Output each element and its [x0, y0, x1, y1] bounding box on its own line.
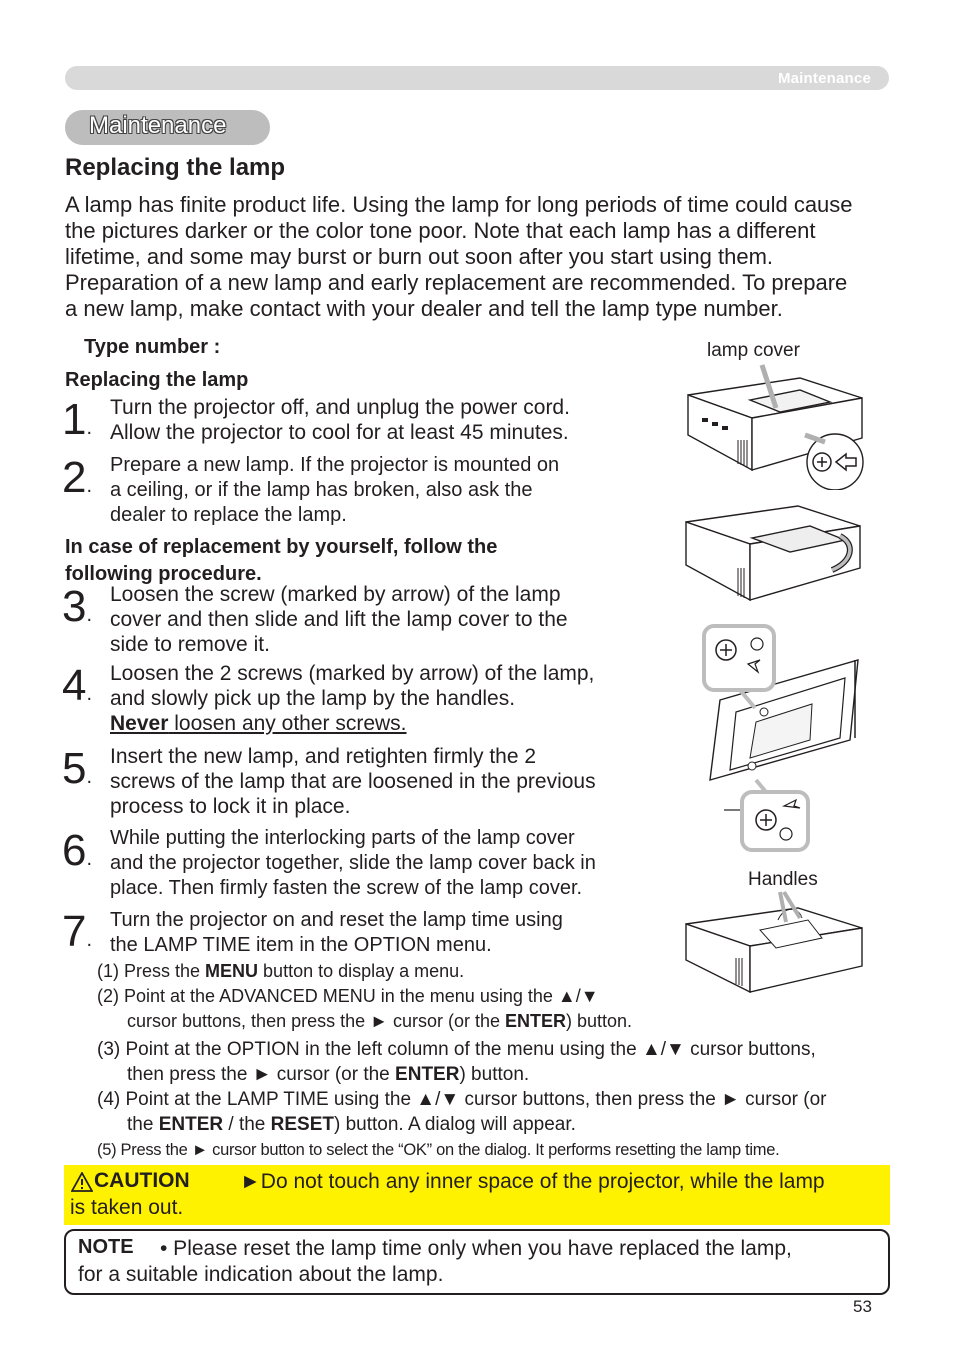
substep-key: ENTER: [158, 1114, 224, 1135]
substep-text: button to display a menu.: [258, 961, 465, 981]
substep-key: ENTER: [504, 1011, 566, 1031]
substep-text: / the: [223, 1114, 271, 1135]
lamp-cover-label: lamp cover: [707, 340, 800, 361]
step-number: 4 .: [62, 664, 92, 716]
substep-text: ) button.: [566, 1011, 633, 1031]
step-number: 7 .: [62, 910, 92, 962]
lamp-screws-figure: [700, 620, 870, 860]
caution-text-line2: is taken out.: [70, 1196, 184, 1219]
step-text: [110, 582, 568, 657]
substep-key: RESET: [270, 1114, 334, 1135]
step-line: Allow the projector to cool for at least 45 minutes.: [110, 421, 569, 444]
self-replace-note: [65, 534, 497, 588]
intro-line: the pictures darker or the color tone poor. Note that each lamp has a different: [65, 218, 816, 243]
substep-text: the: [127, 1114, 159, 1135]
note-text-line1: • Please reset the lamp time only when you have replaced the lamp,: [160, 1237, 792, 1260]
substep-1: [97, 959, 464, 984]
step-line: process to lock it in place.: [110, 795, 351, 818]
substep-text: cursor buttons, then press the ► cursor (or the: [127, 1011, 505, 1031]
section-label: [65, 110, 270, 145]
never-word: Never: [110, 712, 169, 735]
intro-line: a new lamp, make contact with your dealer and tell the lamp type number.: [65, 296, 783, 321]
step-text: [110, 395, 570, 445]
step-text: [110, 826, 596, 901]
caution-text-line1: ►Do not touch any inner space of the projector, while the lamp: [240, 1170, 825, 1193]
section-label-text: Maintenance: [89, 112, 227, 139]
running-header: [65, 66, 889, 90]
step-line: dealer to replace the lamp.: [110, 504, 347, 526]
substep-text: ) button.: [459, 1064, 530, 1085]
step-line: a ceiling, or if the lamp has broken, also ask the: [110, 479, 533, 501]
never-rest: loosen any other screws.: [168, 712, 407, 735]
subheading: Replacing the lamp: [65, 369, 249, 391]
step-line: screws of the lamp that are loosened in the previous: [110, 770, 596, 793]
page-number: 53: [853, 1297, 872, 1316]
step-line: While putting the interlocking parts of the lamp cover: [110, 827, 575, 849]
projector-cover-slide-figure: [680, 500, 870, 615]
intro-line: lifetime, and some may burst or burn out soon after you start using them.: [65, 244, 774, 269]
substep-2: [97, 984, 632, 1034]
step-text: [110, 453, 559, 528]
page-title: Replacing the lamp: [65, 154, 286, 181]
substep-3: [97, 1037, 816, 1087]
substep-text: (3) Point at the OPTION in the left column of the menu using the ▲/▼ cursor buttons,: [97, 1039, 816, 1060]
step-line: and the projector together, slide the lamp cover back in: [110, 852, 596, 874]
step-line: Loosen the 2 screws (marked by arrow) of the lamp,: [110, 662, 595, 685]
projector-lamp-cover-figure: [680, 360, 870, 490]
lamp-handles-figure: [680, 888, 870, 998]
substep-key: ENTER: [395, 1064, 460, 1085]
substep-text: (1) Press the: [97, 961, 206, 981]
substep-text: (2) Point at the ADVANCED MENU in the menu using the ▲/▼: [97, 986, 599, 1006]
step-line: Prepare a new lamp. If the projector is mounted on: [110, 454, 560, 476]
caution-label: CAUTION: [94, 1169, 190, 1192]
substep-5: [97, 1138, 779, 1163]
step-text: [110, 661, 594, 736]
step-line: place. Then firmly fasten the screw of the lamp cover.: [110, 877, 583, 899]
step-number: 1 .: [62, 398, 92, 450]
step-line: side to remove it.: [110, 633, 270, 656]
step-line: the LAMP TIME item in the OPTION menu.: [110, 934, 492, 956]
step-text: [110, 908, 563, 958]
intro-line: Preparation of a new lamp and early replacement are recommended. To prepare: [65, 270, 848, 295]
running-header-text: Maintenance: [777, 70, 871, 87]
note-text-line2: for a suitable indication about the lamp.: [78, 1263, 444, 1286]
substep-text: then press the ► cursor (or the: [127, 1064, 396, 1085]
substep-line2: [97, 1062, 816, 1087]
step-line: Loosen the screw (marked by arrow) of the lamp: [110, 583, 561, 606]
substep-line2: [97, 1009, 632, 1034]
step-line: and slowly pick up the lamp by the handles.: [110, 687, 516, 710]
note-line: In case of replacement by yourself, follow the: [65, 536, 498, 558]
step-line: Insert the new lamp, and retighten firmly the 2: [110, 745, 537, 768]
step-number: 2 .: [62, 456, 92, 508]
substep-text: (5) Press the ► cursor button to select the “OK” on the dialog. It performs resetting the lamp time.: [97, 1141, 780, 1159]
intro-line: A lamp has finite product life. Using the lamp for long periods of time could cause: [65, 192, 853, 217]
caution-box: [64, 1165, 890, 1225]
step-warning-line: [110, 711, 594, 736]
step-line: Turn the projector off, and unplug the power cord.: [110, 396, 570, 419]
warning-triangle-icon: [71, 1172, 93, 1192]
step-line: Turn the projector on and reset the lamp time using: [110, 909, 563, 931]
note-line: following procedure.: [65, 563, 262, 585]
step-number: 5 .: [62, 747, 92, 799]
step-text: [110, 744, 596, 819]
note-label: NOTE: [78, 1236, 134, 1258]
substep-4: [97, 1087, 826, 1137]
handles-label: Handles: [748, 869, 818, 890]
substep-text: ) button. A dialog will appear.: [334, 1114, 576, 1135]
intro-paragraph: [65, 192, 895, 322]
step-line: cover and then slide and lift the lamp cover to the: [110, 608, 568, 631]
step-number: 6 .: [62, 829, 92, 881]
substep-key: MENU: [205, 961, 259, 981]
type-number-label: Type number :: [84, 336, 221, 358]
substep-line2: [97, 1112, 826, 1137]
note-box: [64, 1229, 890, 1295]
step-number: 3 .: [62, 585, 92, 637]
substep-text: (4) Point at the LAMP TIME using the ▲/▼ cursor buttons, then press the ► cursor (or: [97, 1089, 827, 1110]
